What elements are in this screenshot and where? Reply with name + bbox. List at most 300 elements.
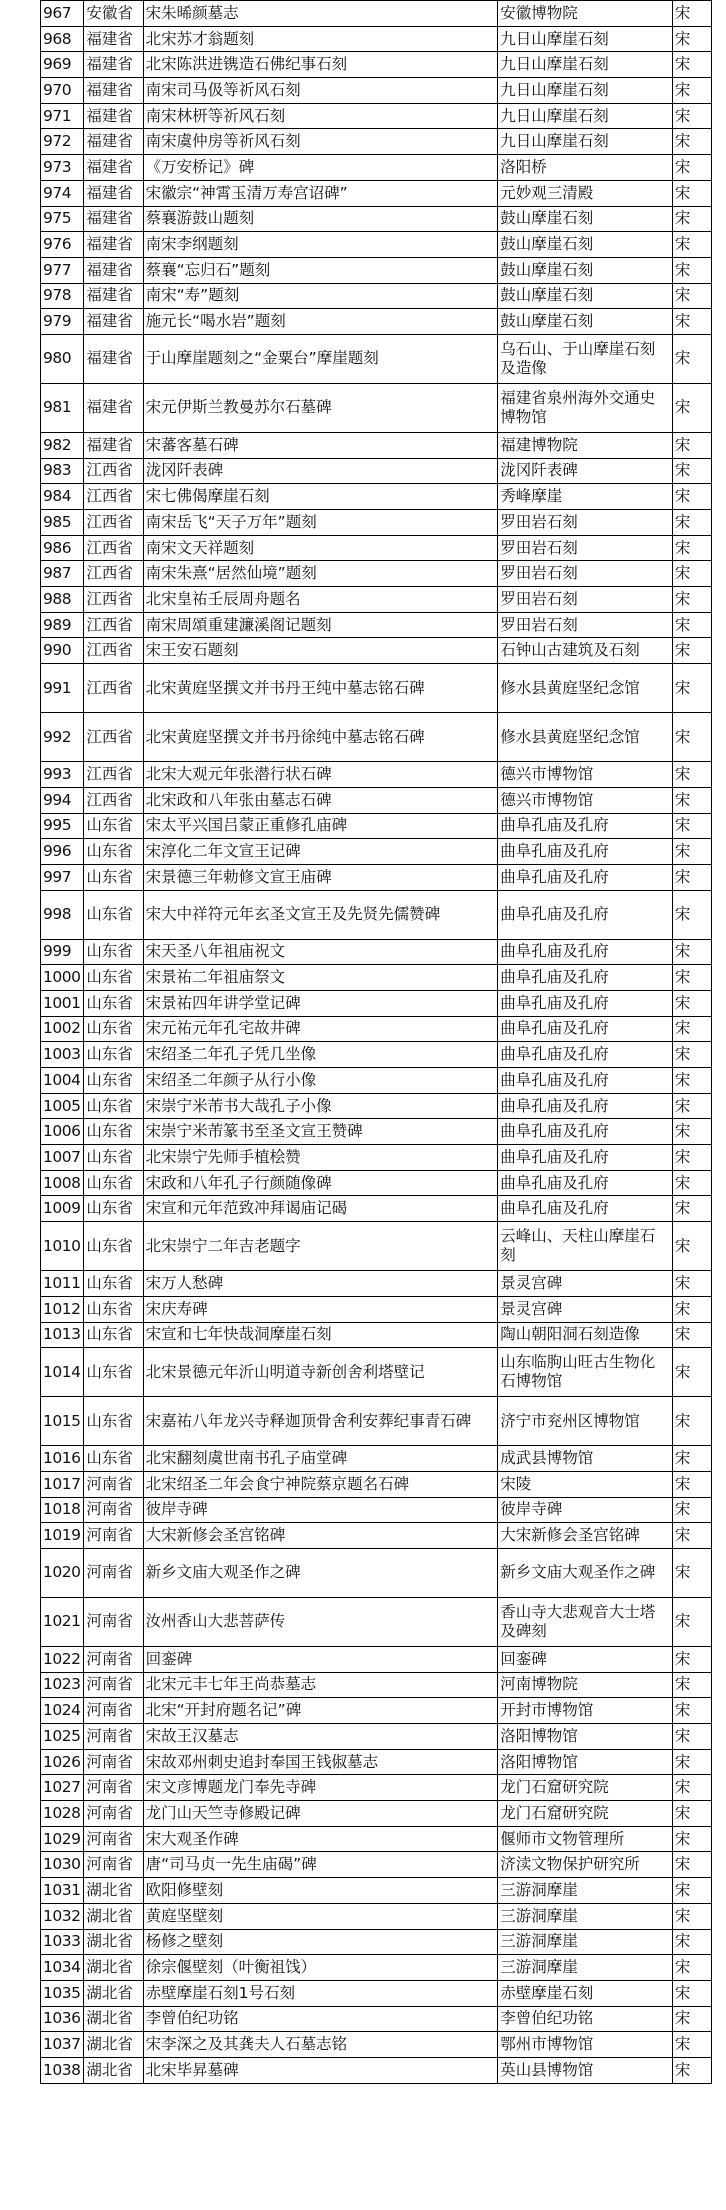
era-cell: 宋: [672, 1775, 711, 1801]
table-row: [41, 1698, 712, 1724]
era-cell: 宋: [672, 1980, 711, 2006]
province-cell: 山东省: [84, 1170, 143, 1196]
province-cell: 福建省: [84, 155, 143, 181]
inscription-name-cell: 黄庭坚壁刻: [143, 1903, 498, 1929]
inscription-name-cell: 欧阳修壁刻: [143, 1878, 498, 1904]
province-cell: 山东省: [84, 939, 143, 965]
province-cell: 湖北省: [84, 1980, 143, 2006]
province-cell: 山东省: [84, 1271, 143, 1297]
table-row: [41, 1348, 712, 1397]
custodian-unit-cell: 九日山摩崖石刻: [498, 78, 673, 104]
table-row: [41, 939, 712, 965]
province-cell: 江西省: [84, 664, 143, 713]
inscription-name-cell: 南宋林枅等祈风石刻: [143, 103, 498, 129]
table-row: [41, 1980, 712, 2006]
row-number-cell: 1005: [41, 1093, 84, 1119]
table-row: [41, 990, 712, 1016]
province-cell: 福建省: [84, 52, 143, 78]
row-number-cell: 987: [41, 561, 84, 587]
row-number-cell: 980: [41, 334, 84, 383]
era-cell: 宋: [672, 1145, 711, 1171]
table-row: [41, 612, 712, 638]
row-number-cell: 978: [41, 283, 84, 309]
table-row: [41, 1471, 712, 1497]
province-cell: 山东省: [84, 990, 143, 1016]
era-cell: 宋: [672, 1348, 711, 1397]
custodian-unit-cell: 曲阜孔庙及孔府: [498, 1016, 673, 1042]
era-cell: 宋: [672, 155, 711, 181]
era-cell: 宋: [672, 129, 711, 155]
inscription-name-cell: 宋大中祥符元年玄圣文宣王及先贤先儒赞碑: [143, 890, 498, 939]
custodian-unit-cell: 元妙观三清殿: [498, 180, 673, 206]
era-cell: 宋: [672, 1042, 711, 1068]
province-cell: 河南省: [84, 1497, 143, 1523]
era-cell: 宋: [672, 2006, 711, 2032]
province-cell: 福建省: [84, 383, 143, 432]
era-cell: 宋: [672, 484, 711, 510]
inscription-name-cell: 北宋皇祐壬辰周舟题名: [143, 587, 498, 613]
inscription-name-cell: 宋景祐四年讲学堂记碑: [143, 990, 498, 1016]
row-number-cell: 1019: [41, 1523, 84, 1549]
table-row: [41, 1196, 712, 1222]
era-cell: 宋: [672, 1523, 711, 1549]
province-cell: 江西省: [84, 484, 143, 510]
table-row: [41, 180, 712, 206]
inscription-name-cell: 大宋新修会圣宫铭碑: [143, 1523, 498, 1549]
row-number-cell: 1001: [41, 990, 84, 1016]
custodian-unit-cell: 曲阜孔庙及孔府: [498, 890, 673, 939]
table-row: [41, 432, 712, 458]
era-cell: 宋: [672, 383, 711, 432]
province-cell: 福建省: [84, 103, 143, 129]
table-row: [41, 535, 712, 561]
era-cell: 宋: [672, 26, 711, 52]
inscription-name-cell: 宋文彦博题龙门奉先寺碑: [143, 1775, 498, 1801]
table-row: [41, 1042, 712, 1068]
custodian-unit-cell: 景灵宫碑: [498, 1296, 673, 1322]
row-number-cell: 975: [41, 206, 84, 232]
province-cell: 山东省: [84, 1016, 143, 1042]
table-row: [41, 1068, 712, 1094]
inscription-name-cell: 汝州香山大悲菩萨传: [143, 1597, 498, 1646]
table-row: [41, 1093, 712, 1119]
table-row: [41, 1878, 712, 1904]
table-row: [41, 1749, 712, 1775]
era-cell: 宋: [672, 1016, 711, 1042]
inscription-name-cell: 南宋文天祥题刻: [143, 535, 498, 561]
province-cell: 江西省: [84, 787, 143, 813]
row-number-cell: 971: [41, 103, 84, 129]
row-number-cell: 1006: [41, 1119, 84, 1145]
province-cell: 河南省: [84, 1548, 143, 1597]
inscription-name-cell: 宋绍圣二年颜子从行小像: [143, 1068, 498, 1094]
era-cell: 宋: [672, 813, 711, 839]
province-cell: 河南省: [84, 1724, 143, 1750]
row-number-cell: 1034: [41, 1955, 84, 1981]
era-cell: 宋: [672, 180, 711, 206]
province-cell: 江西省: [84, 612, 143, 638]
table-row: [41, 155, 712, 181]
inscription-name-cell: 蔡襄游鼓山题刻: [143, 206, 498, 232]
row-number-cell: 967: [41, 1, 84, 27]
province-cell: 湖北省: [84, 1955, 143, 1981]
row-number-cell: 1003: [41, 1042, 84, 1068]
province-cell: 山东省: [84, 890, 143, 939]
inscription-name-cell: 宋宣和元年范致冲拜谒庙记碣: [143, 1196, 498, 1222]
table-row: [41, 839, 712, 865]
table-row: [41, 864, 712, 890]
row-number-cell: 994: [41, 787, 84, 813]
custodian-unit-cell: 九日山摩崖石刻: [498, 129, 673, 155]
row-number-cell: 1017: [41, 1471, 84, 1497]
inscription-name-cell: 南宋虞仲房等祈风石刻: [143, 129, 498, 155]
relic-list: [40, 0, 712, 2084]
table-row: [41, 1852, 712, 1878]
era-cell: 宋: [672, 1093, 711, 1119]
custodian-unit-cell: 鼓山摩崖石刻: [498, 206, 673, 232]
row-number-cell: 984: [41, 484, 84, 510]
custodian-unit-cell: 李曾伯纪功铭: [498, 2006, 673, 2032]
inscription-name-cell: 宋崇宁米芾篆书至圣文宣王赞碑: [143, 1119, 498, 1145]
row-number-cell: 1025: [41, 1724, 84, 1750]
custodian-unit-cell: 曲阜孔庙及孔府: [498, 1196, 673, 1222]
era-cell: 宋: [672, 787, 711, 813]
table-row: [41, 762, 712, 788]
inscription-name-cell: 宋万人愁碑: [143, 1271, 498, 1297]
era-cell: 宋: [672, 1878, 711, 1904]
era-cell: 宋: [672, 1196, 711, 1222]
era-cell: 宋: [672, 1929, 711, 1955]
custodian-unit-cell: 罗田岩石刻: [498, 561, 673, 587]
table-row: [41, 334, 712, 383]
province-cell: 山东省: [84, 1119, 143, 1145]
inscription-name-cell: 北宋苏才翁题刻: [143, 26, 498, 52]
province-cell: 福建省: [84, 334, 143, 383]
custodian-unit-cell: 曲阜孔庙及孔府: [498, 1119, 673, 1145]
era-cell: 宋: [672, 432, 711, 458]
era-cell: 宋: [672, 1397, 711, 1446]
custodian-unit-cell: 曲阜孔庙及孔府: [498, 1042, 673, 1068]
row-number-cell: 1036: [41, 2006, 84, 2032]
row-number-cell: 1011: [41, 1271, 84, 1297]
era-cell: 宋: [672, 664, 711, 713]
era-cell: 宋: [672, 839, 711, 865]
province-cell: 福建省: [84, 283, 143, 309]
province-cell: 福建省: [84, 180, 143, 206]
row-number-cell: 1031: [41, 1878, 84, 1904]
table-row: [41, 257, 712, 283]
table-row: [41, 1646, 712, 1672]
table-row: [41, 1672, 712, 1698]
province-cell: 河南省: [84, 1471, 143, 1497]
era-cell: 宋: [672, 458, 711, 484]
inscription-name-cell: 宋政和八年孔子行颜随像碑: [143, 1170, 498, 1196]
province-cell: 福建省: [84, 78, 143, 104]
row-number-cell: 1002: [41, 1016, 84, 1042]
province-cell: 湖北省: [84, 2032, 143, 2058]
inscription-name-cell: 南宋岳飞“天子万年”题刻: [143, 510, 498, 536]
table-row: [41, 103, 712, 129]
custodian-unit-cell: 福建博物院: [498, 432, 673, 458]
custodian-unit-cell: 济渎文物保护研究所: [498, 1852, 673, 1878]
era-cell: 宋: [672, 1749, 711, 1775]
row-number-cell: 990: [41, 638, 84, 664]
row-number-cell: 976: [41, 232, 84, 258]
table-row: [41, 2032, 712, 2058]
inscription-name-cell: 北宋黄庭坚撰文并书丹徐纯中墓志铭石碑: [143, 713, 498, 762]
province-cell: 湖北省: [84, 1903, 143, 1929]
era-cell: 宋: [672, 1672, 711, 1698]
custodian-unit-cell: 陶山朝阳洞石刻造像: [498, 1322, 673, 1348]
table-row: [41, 1271, 712, 1297]
table-row: [41, 1523, 712, 1549]
era-cell: 宋: [672, 1852, 711, 1878]
era-cell: 宋: [672, 1, 711, 27]
era-cell: 宋: [672, 561, 711, 587]
province-cell: 山东省: [84, 1145, 143, 1171]
era-cell: 宋: [672, 1698, 711, 1724]
province-cell: 江西省: [84, 713, 143, 762]
era-cell: 宋: [672, 78, 711, 104]
table-row: [41, 1903, 712, 1929]
custodian-unit-cell: 英山县博物馆: [498, 2057, 673, 2083]
table-row: [41, 1222, 712, 1271]
custodian-unit-cell: 泷冈阡表碑: [498, 458, 673, 484]
era-cell: 宋: [672, 1646, 711, 1672]
era-cell: 宋: [672, 1068, 711, 1094]
inscription-name-cell: 北宋陈洪进镌造石佛纪事石刻: [143, 52, 498, 78]
table-row: [41, 52, 712, 78]
custodian-unit-cell: 三游洞摩崖: [498, 1929, 673, 1955]
custodian-unit-cell: 鼓山摩崖石刻: [498, 257, 673, 283]
era-cell: 宋: [672, 638, 711, 664]
province-cell: 福建省: [84, 232, 143, 258]
province-cell: 河南省: [84, 1852, 143, 1878]
custodian-unit-cell: 鄂州市博物馆: [498, 2032, 673, 2058]
era-cell: 宋: [672, 864, 711, 890]
inscription-name-cell: 北宋翻刻虞世南书孔子庙堂碑: [143, 1446, 498, 1472]
row-number-cell: 972: [41, 129, 84, 155]
inscription-name-cell: 徐宗偃壁刻（叶衡祖饯）: [143, 1955, 498, 1981]
inscription-name-cell: 《万安桥记》碑: [143, 155, 498, 181]
era-cell: 宋: [672, 257, 711, 283]
era-cell: 宋: [672, 103, 711, 129]
era-cell: 宋: [672, 1170, 711, 1196]
custodian-unit-cell: 曲阜孔庙及孔府: [498, 939, 673, 965]
table-row: [41, 129, 712, 155]
row-number-cell: 1004: [41, 1068, 84, 1094]
row-number-cell: 1008: [41, 1170, 84, 1196]
province-cell: 江西省: [84, 762, 143, 788]
custodian-unit-cell: 曲阜孔庙及孔府: [498, 1170, 673, 1196]
custodian-unit-cell: 曲阜孔庙及孔府: [498, 1068, 673, 1094]
row-number-cell: 1012: [41, 1296, 84, 1322]
row-number-cell: 1015: [41, 1397, 84, 1446]
custodian-unit-cell: 洛阳桥: [498, 155, 673, 181]
province-cell: 河南省: [84, 1775, 143, 1801]
custodian-unit-cell: 龙门石窟研究院: [498, 1801, 673, 1827]
inscription-name-cell: 北宋崇宁二年吉老题字: [143, 1222, 498, 1271]
inscription-name-cell: 宋故王汉墓志: [143, 1724, 498, 1750]
inscription-name-cell: 宋元伊斯兰教曼苏尔石墓碑: [143, 383, 498, 432]
era-cell: 宋: [672, 612, 711, 638]
custodian-unit-cell: 河南博物院: [498, 1672, 673, 1698]
inscription-name-cell: 龙门山天竺寺修殿记碑: [143, 1801, 498, 1827]
table-row: [41, 1724, 712, 1750]
row-number-cell: 998: [41, 890, 84, 939]
era-cell: 宋: [672, 2032, 711, 2058]
custodian-unit-cell: 九日山摩崖石刻: [498, 103, 673, 129]
province-cell: 江西省: [84, 587, 143, 613]
row-number-cell: 1035: [41, 1980, 84, 2006]
custodian-unit-cell: 秀峰摩崖: [498, 484, 673, 510]
province-cell: 福建省: [84, 257, 143, 283]
custodian-unit-cell: 曲阜孔庙及孔府: [498, 990, 673, 1016]
inscription-name-cell: 南宋司马伋等祈风石刻: [143, 78, 498, 104]
custodian-unit-cell: 偃师市文物管理所: [498, 1826, 673, 1852]
table-row: [41, 1296, 712, 1322]
province-cell: 山东省: [84, 1222, 143, 1271]
row-number-cell: 1018: [41, 1497, 84, 1523]
province-cell: 河南省: [84, 1523, 143, 1549]
inscription-name-cell: 宋庆寿碑: [143, 1296, 498, 1322]
inscription-name-cell: 北宋毕昇墓碑: [143, 2057, 498, 2083]
inscription-name-cell: 回銮碑: [143, 1646, 498, 1672]
table-row: [41, 1, 712, 27]
custodian-unit-cell: 罗田岩石刻: [498, 587, 673, 613]
province-cell: 安徽省: [84, 1, 143, 27]
custodian-unit-cell: 修水县黄庭坚纪念馆: [498, 664, 673, 713]
province-cell: 福建省: [84, 26, 143, 52]
row-number-cell: 979: [41, 309, 84, 335]
inscription-name-cell: 南宋“寿”题刻: [143, 283, 498, 309]
custodian-unit-cell: 三游洞摩崖: [498, 1903, 673, 1929]
table-row: [41, 1145, 712, 1171]
table-row: [41, 206, 712, 232]
table-row: [41, 510, 712, 536]
table-row: [41, 713, 712, 762]
province-cell: 河南省: [84, 1597, 143, 1646]
custodian-unit-cell: 福建省泉州海外交通史博物馆: [498, 383, 673, 432]
province-cell: 湖北省: [84, 1878, 143, 1904]
row-number-cell: 993: [41, 762, 84, 788]
inscription-name-cell: 宋大观圣作碑: [143, 1826, 498, 1852]
table-row: [41, 664, 712, 713]
table-row: [41, 2006, 712, 2032]
custodian-unit-cell: 修水县黄庭坚纪念馆: [498, 713, 673, 762]
inscription-name-cell: 宋朱晞颜墓志: [143, 1, 498, 27]
custodian-unit-cell: 德兴市博物馆: [498, 787, 673, 813]
custodian-unit-cell: 成武县博物馆: [498, 1446, 673, 1472]
era-cell: 宋: [672, 1597, 711, 1646]
era-cell: 宋: [672, 1548, 711, 1597]
province-cell: 河南省: [84, 1749, 143, 1775]
relic-table-body: [41, 1, 712, 2084]
custodian-unit-cell: 回銮碑: [498, 1646, 673, 1672]
custodian-unit-cell: 开封市博物馆: [498, 1698, 673, 1724]
inscription-name-cell: 北宋黄庭坚撰文并书丹王纯中墓志铭石碑: [143, 664, 498, 713]
province-cell: 福建省: [84, 309, 143, 335]
era-cell: 宋: [672, 1497, 711, 1523]
row-number-cell: 973: [41, 155, 84, 181]
province-cell: 山东省: [84, 1093, 143, 1119]
era-cell: 宋: [672, 1222, 711, 1271]
era-cell: 宋: [672, 1724, 711, 1750]
row-number-cell: 968: [41, 26, 84, 52]
custodian-unit-cell: 乌石山、于山摩崖石刻及造像: [498, 334, 673, 383]
table-row: [41, 890, 712, 939]
inscription-name-cell: 南宋朱熹“居然仙境”题刻: [143, 561, 498, 587]
table-row: [41, 2057, 712, 2083]
inscription-name-cell: 宋李深之及其龚夫人石墓志铭: [143, 2032, 498, 2058]
era-cell: 宋: [672, 206, 711, 232]
inscription-name-cell: 宋崇宁米芾书大哉孔子小像: [143, 1093, 498, 1119]
era-cell: 宋: [672, 1903, 711, 1929]
inscription-name-cell: 蔡襄“忘归石”题刻: [143, 257, 498, 283]
row-number-cell: 1009: [41, 1196, 84, 1222]
row-number-cell: 970: [41, 78, 84, 104]
custodian-unit-cell: 三游洞摩崖: [498, 1955, 673, 1981]
custodian-unit-cell: 鼓山摩崖石刻: [498, 309, 673, 335]
era-cell: 宋: [672, 713, 711, 762]
province-cell: 福建省: [84, 206, 143, 232]
row-number-cell: 1013: [41, 1322, 84, 1348]
row-number-cell: 1029: [41, 1826, 84, 1852]
row-number-cell: 1010: [41, 1222, 84, 1271]
inscription-name-cell: 唐“司马贞一先生庙碣”碑: [143, 1852, 498, 1878]
custodian-unit-cell: 云峰山、天柱山摩崖石刻: [498, 1222, 673, 1271]
inscription-name-cell: 于山摩崖题刻之“金粟台”摩崖题刻: [143, 334, 498, 383]
custodian-unit-cell: 大宋新修会圣宫铭碑: [498, 1523, 673, 1549]
row-number-cell: 1024: [41, 1698, 84, 1724]
inscription-name-cell: 新乡文庙大观圣作之碑: [143, 1548, 498, 1597]
custodian-unit-cell: 鼓山摩崖石刻: [498, 232, 673, 258]
inscription-name-cell: 宋绍圣二年孔子凭几坐像: [143, 1042, 498, 1068]
province-cell: 河南省: [84, 1698, 143, 1724]
custodian-unit-cell: 赤壁摩崖石刻: [498, 1980, 673, 2006]
era-cell: 宋: [672, 1471, 711, 1497]
inscription-name-cell: 北宋崇宁先师手植桧赞: [143, 1145, 498, 1171]
row-number-cell: 997: [41, 864, 84, 890]
row-number-cell: 1020: [41, 1548, 84, 1597]
inscription-name-cell: 宋七佛偈摩崖石刻: [143, 484, 498, 510]
custodian-unit-cell: 曲阜孔庙及孔府: [498, 813, 673, 839]
table-row: [41, 26, 712, 52]
row-number-cell: 1037: [41, 2032, 84, 2058]
province-cell: 河南省: [84, 1646, 143, 1672]
custodian-unit-cell: 罗田岩石刻: [498, 612, 673, 638]
province-cell: 山东省: [84, 1348, 143, 1397]
province-cell: 山东省: [84, 1446, 143, 1472]
table-row: [41, 383, 712, 432]
inscription-name-cell: 北宋元丰七年王尚恭墓志: [143, 1672, 498, 1698]
table-row: [41, 1929, 712, 1955]
table-row: [41, 458, 712, 484]
row-number-cell: 999: [41, 939, 84, 965]
table-row: [41, 1775, 712, 1801]
inscription-name-cell: 宋景祐二年祖庙祭文: [143, 965, 498, 991]
custodian-unit-cell: 宋陵: [498, 1471, 673, 1497]
row-number-cell: 989: [41, 612, 84, 638]
province-cell: 福建省: [84, 129, 143, 155]
era-cell: 宋: [672, 762, 711, 788]
inscription-name-cell: 宋元祐元年孔宅故井碑: [143, 1016, 498, 1042]
custodian-unit-cell: 济宁市兖州区博物馆: [498, 1397, 673, 1446]
era-cell: 宋: [672, 1955, 711, 1981]
row-number-cell: 1033: [41, 1929, 84, 1955]
row-number-cell: 974: [41, 180, 84, 206]
era-cell: 宋: [672, 334, 711, 383]
